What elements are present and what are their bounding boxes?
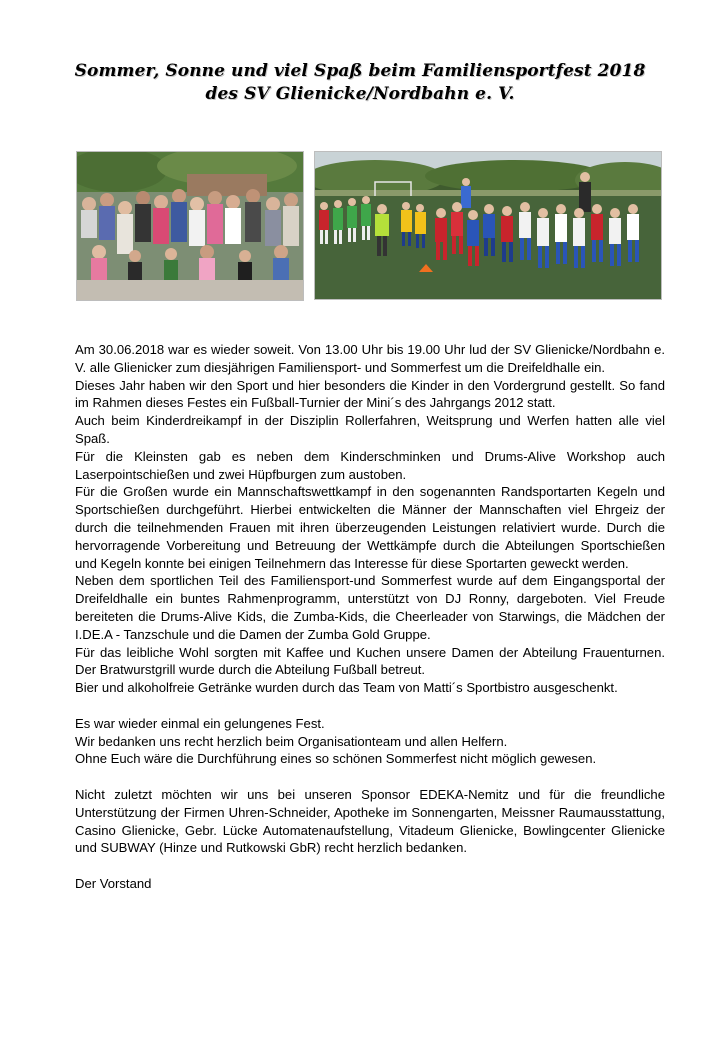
kids-football-tournament-photo xyxy=(314,151,662,300)
paragraph-kids-triathlon: Auch beim Kinderdreikampf in der Disziplin Rollerfahren, Weitsprung und Werfen hatten alle viel Spaß. xyxy=(75,413,665,446)
title-line-2: des SV Glienicke/Nordbahn e. V. xyxy=(205,84,515,104)
closing-line-3: Ohne Euch wäre die Durchführung eines so schönen Sommerfest nicht möglich gewesen. xyxy=(75,751,597,767)
closing-line-1: Es war wieder einmal ein gelungenes Fest. xyxy=(75,715,325,731)
paragraph-kids-activities: Für die Kleinsten gab es neben dem Kinderschminken und Drums-Alive Workshop auch Laserpointschießen und zwei Hüpfburgen zum austoben. xyxy=(75,448,665,482)
paragraph-sponsors: Nicht zuletzt möchten wir uns bei unseren Sponsor EDEKA-Nemitz und für die freundliche Unterstützung der Firmen Uhren-Schneider, Apotheke im Sonnengarten, Meissner Raumausstattung, Casino Glienicke, Gebr. Lücke Automatenaufstellung, Vitadeum Glienicke, Bowlingcenter Glienicke und SUBWAY (Hinze und Rutkowski GbR) recht herzlich bedanken. xyxy=(75,786,665,856)
signature: Der Vorstand xyxy=(75,875,152,891)
paragraph-team-competition: Für die Großen wurde ein Mannschaftswettkampf in den sogenannten Randsportarten Kegeln und Sportschießen durchgeführt. Hierbei entwickelten die Männer der Mannschaften viel Ehrgeiz der durch die teilnehmenden Frauen mit ihren überzeugenden Leistungen relativiert wurde. Durch die hervorragende Vorbereitung und Betreuung der Wettkämpfe durch die Abteilungen Sportschießen und Kegeln konnte bei einigen Teilnehmern das Interesse für diese Sportarten geweckt werden. xyxy=(75,484,665,571)
document-title xyxy=(40,60,680,106)
closing-line-2: Wir bedanken uns recht herzlich beim Organisationteam und allen Helfern. xyxy=(75,733,508,749)
paragraph-drinks: Bier und alkoholfreie Getränke wurden durch das Team von Matti´s Sportbistro ausgeschenkt. xyxy=(75,680,618,696)
paragraph-catering: Für das leibliche Wohl sorgten mit Kaffee und Kuchen unsere Damen der Abteilung Frauenturnen. Der Bratwurstgrill wurde durch die Abteilung Fußball betreut. xyxy=(75,644,665,678)
article-body xyxy=(75,341,665,893)
crowd-spectators-photo xyxy=(76,151,304,301)
paragraph-event-intro: Am 30.06.2018 war es wieder soweit. Von 13.00 Uhr bis 19.00 Uhr lud der SV Glienicke/Nordbahn e. V. alle Glienicker zum diesjährigen Familiensport- und Sommerfest um die Dreifeldhalle ein. xyxy=(75,342,665,375)
title-line-1: Sommer, Sonne und viel Spaß beim Familiensportfest 2018 xyxy=(74,61,646,81)
paragraph-stage-program: Neben dem sportlichen Teil des Familiensport-und Sommerfest wurde auf dem Eingangsportal der Dreifeldhalle ein buntes Rahmenprogramm, unterstützt von DJ Ronny, dargeboten. Viel Freude bereiteten die Drums-Alive Kids, die Zumba-Kids, die Cheerleader von Starwings, die Mädchen der I.DE.A - Tanzschule und die Damen der Zumba Gold Gruppe. xyxy=(75,573,665,642)
paragraph-football-tournament: Dieses Jahr haben wir den Sport und hier besonders die Kinder in den Vordergrund gestellt. So fand im Rahmen dieses Festes ein Fußball-Turnier der Mini´s des Jahrgangs 2012 statt. xyxy=(75,377,665,411)
